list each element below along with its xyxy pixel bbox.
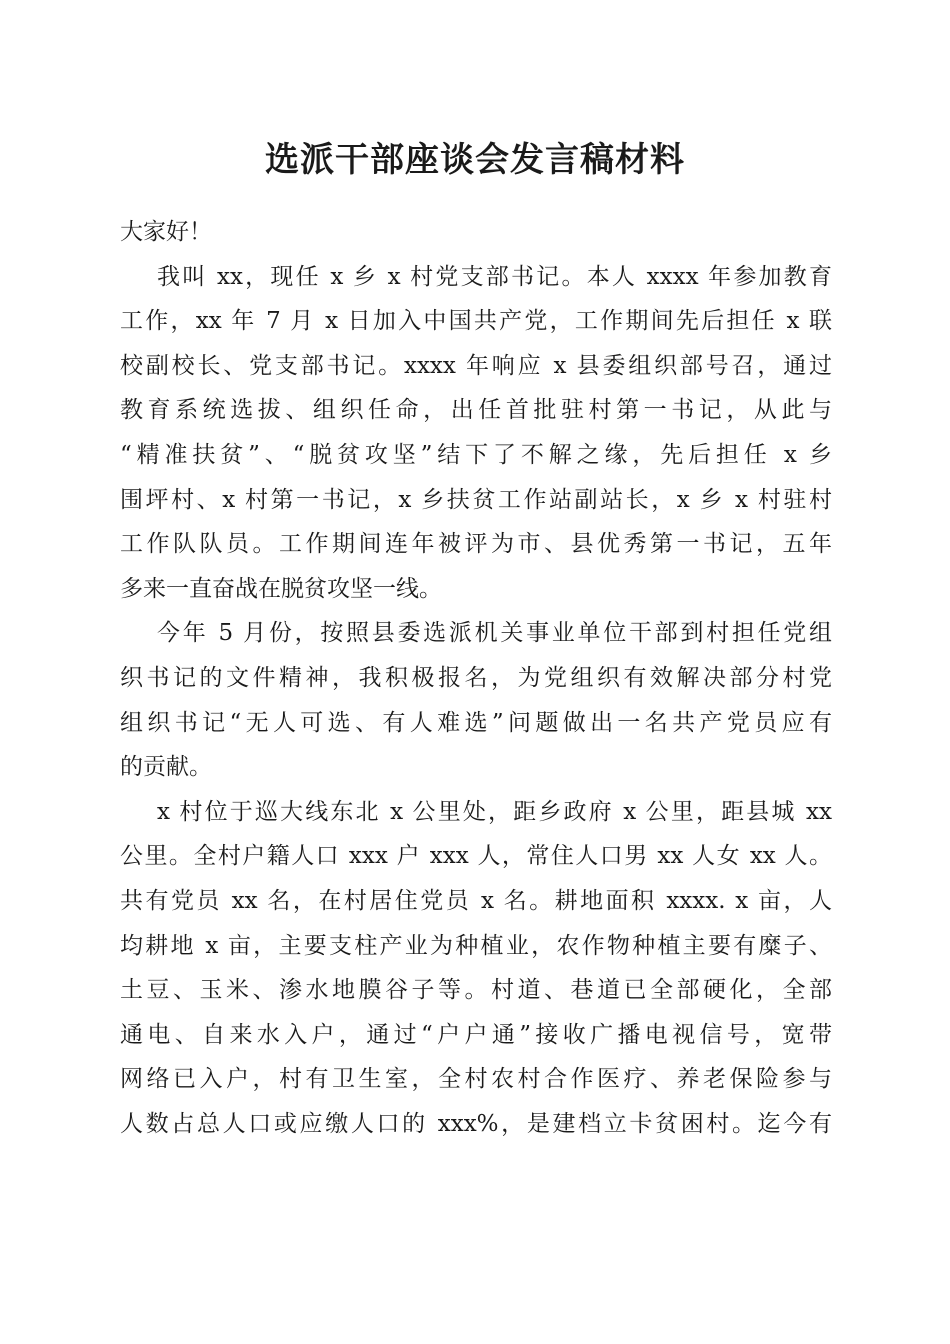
paragraph-2-line-2: 织书记的文件精神，我积极报名，为党组织有效解决部分村党 <box>120 664 832 691</box>
paragraph-3-line-3: 共有党员 xx 名，在村居住党员 x 名。耕地面积 xxxx. x 亩，人 <box>120 887 832 914</box>
paragraph-1-line-3: 校副校长、党支部书记。xxxx 年响应 x 县委组织部号召，通过 <box>120 352 832 379</box>
greeting-line: 大家好！ <box>120 219 212 245</box>
document-title: 选派干部座谈会发言稿材料 <box>265 140 685 180</box>
paragraph-3-line-7: 网络已入户，村有卫生室，全村农村合作医疗、养老保险参与 <box>120 1066 832 1093</box>
paragraph-1-line-4: 教育系统选拔、组织任命，出任首批驻村第一书记，从此与 <box>120 397 832 424</box>
paragraph-3-line-2: 公里。全村户籍人口 xxx 户 xxx 人，常住人口男 xx 人女 xx 人。 <box>120 843 832 870</box>
paragraph-3-line-6: 通电、自来水入户，通过“户户通”接收广播电视信号，宽带 <box>120 1021 832 1048</box>
paragraph-2-line-3: 组织书记“无人可选、有人难选”问题做出一名共产党员应有 <box>120 709 832 736</box>
paragraph-1-line-2: 工作，xx 年 7 月 x 日加入中国共产党，工作期间先后担任 x 联 <box>120 308 832 335</box>
paragraph-3-line-8: 人数占总人口或应缴人口的 xxx%，是建档立卡贫困村。迄今有 <box>120 1110 832 1137</box>
document-body <box>120 210 832 1146</box>
paragraph-3-line-1: x 村位于巡大线东北 x 公里处，距乡政府 x 公里，距县城 xx <box>157 798 832 825</box>
paragraph-2-line-4: 的贡献。 <box>120 754 212 781</box>
paragraph-1-line-7: 工作队队员。工作期间连年被评为市、县优秀第一书记，五年 <box>120 531 832 558</box>
paragraph-1-line-5: “精准扶贫”、“脱贫攻坚”结下了不解之缘，先后担任 x 乡 <box>120 441 832 468</box>
paragraph-3-line-5: 土豆、玉米、渗水地膜谷子等。村道、巷道已全部硬化，全部 <box>120 977 832 1004</box>
paragraph-1-line-1: 我叫 xx，现任 x 乡 x 村党支部书记。本人 xxxx 年参加教育 <box>157 263 832 290</box>
paragraph-1-line-6: 围坪村、x 村第一书记，x 乡扶贫工作站副站长，x 乡 x 村驻村 <box>120 486 832 513</box>
paragraph-2-line-1: 今年 5 月份，按照县委选派机关事业单位干部到村担任党组 <box>157 620 832 647</box>
paragraph-3-line-4: 均耕地 x 亩，主要支柱产业为种植业，农作物种植主要有糜子、 <box>120 932 832 959</box>
paragraph-1-line-8: 多来一直奋战在脱贫攻坚一线。 <box>120 575 442 602</box>
